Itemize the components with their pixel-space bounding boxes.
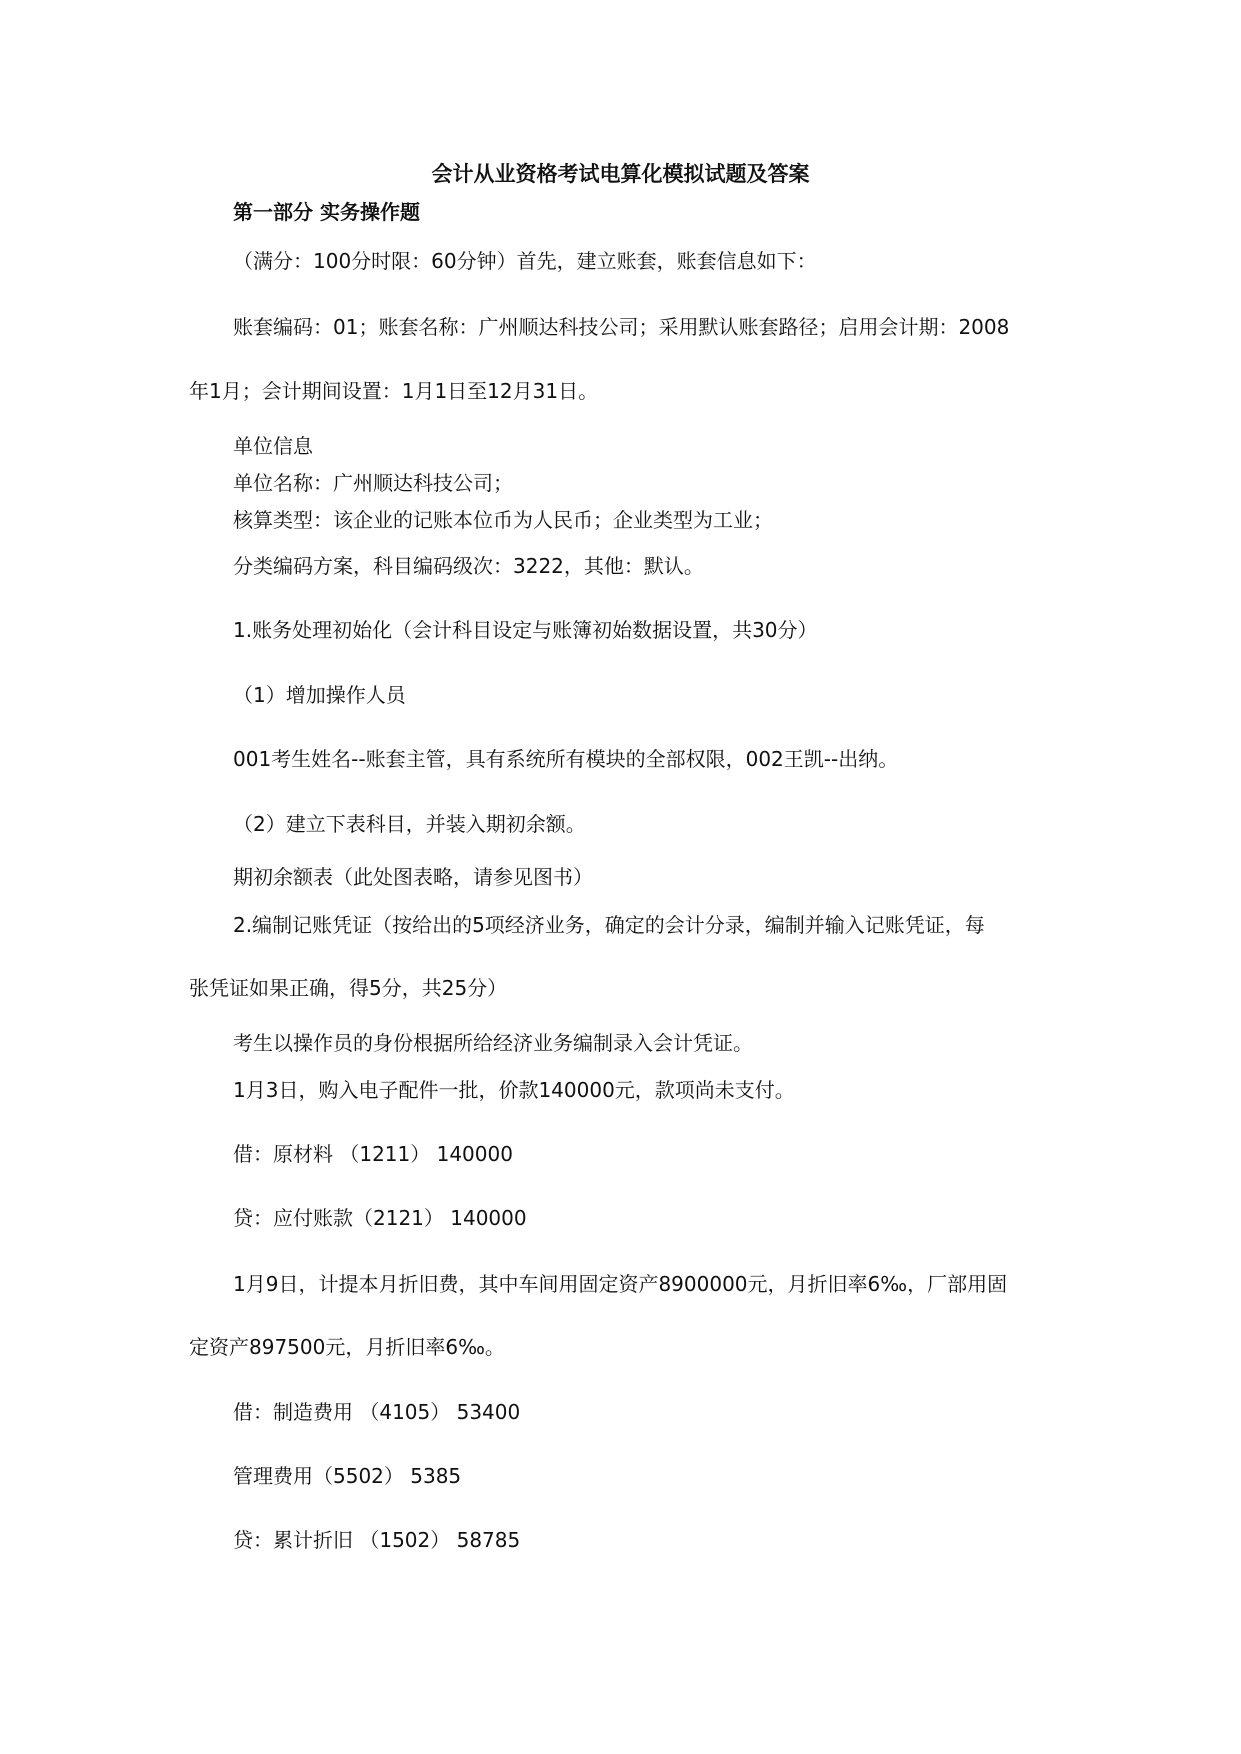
paragraph-line: 1月3日，购入电子配件一批，价款140000元，款项尚未支付。 bbox=[233, 1078, 795, 1102]
paragraph-line: 年1月；会计期间设置：1月1日至12月31日。 bbox=[189, 379, 599, 403]
journal-entry-debit: 借：原材料 （1211） 140000 bbox=[233, 1142, 513, 1166]
document-title: 会计从业资格考试电算化模拟试题及答案 bbox=[431, 162, 810, 186]
paragraph-line: （满分：100分时限：60分钟）首先，建立账套，账套信息如下： bbox=[233, 249, 817, 273]
paragraph-line: 001考生姓名--账套主管，具有系统所有模块的全部权限，002王凯--出纳。 bbox=[233, 747, 899, 771]
section-heading: 1.账务处理初始化（会计科目设定与账簿初始数据设置，共30分） bbox=[233, 618, 818, 642]
paragraph-line: 定资产897500元，月折旧率6‰。 bbox=[189, 1335, 505, 1359]
paragraph-line: 考生以操作员的身份根据所给经济业务编制录入会计凭证。 bbox=[233, 1031, 753, 1055]
paragraph-line: （1）增加操作人员 bbox=[233, 683, 406, 707]
journal-entry-credit: 贷：应付账款（2121） 140000 bbox=[233, 1206, 527, 1230]
paragraph-line: 张凭证如果正确，得5分，共25分） bbox=[189, 976, 508, 1000]
paragraph-line: 单位信息 bbox=[233, 434, 313, 458]
journal-entry-debit: 管理费用（5502） 5385 bbox=[233, 1464, 462, 1488]
journal-entry-debit: 借：制造费用 （4105） 53400 bbox=[233, 1400, 521, 1424]
paragraph-line: 核算类型：该企业的记账本位币为人民币；企业类型为工业； bbox=[233, 508, 773, 532]
paragraph-line: 账套编码：01；账套名称：广州顺达科技公司；采用默认账套路径；启用会计期：2008 bbox=[233, 315, 1010, 339]
paragraph-line: 1月9日，计提本月折旧费，其中车间用固定资产8900000元，月折旧率6‰，厂部用固 bbox=[233, 1272, 1008, 1296]
part-heading: 第一部分 实务操作题 bbox=[233, 200, 420, 224]
paragraph-line: （2）建立下表科目，并装入期初余额。 bbox=[233, 812, 586, 836]
paragraph-line: 单位名称：广州顺达科技公司； bbox=[233, 471, 513, 495]
journal-entry-credit: 贷：累计折旧 （1502） 58785 bbox=[233, 1528, 521, 1552]
section-heading: 2.编制记账凭证（按给出的5项经济业务，确定的会计分录，编制并输入记账凭证，每 bbox=[233, 913, 985, 937]
paragraph-line: 分类编码方案，科目编码级次：3222，其他：默认。 bbox=[233, 554, 704, 578]
paragraph-line: 期初余额表（此处图表略，请参见图书） bbox=[233, 865, 593, 889]
